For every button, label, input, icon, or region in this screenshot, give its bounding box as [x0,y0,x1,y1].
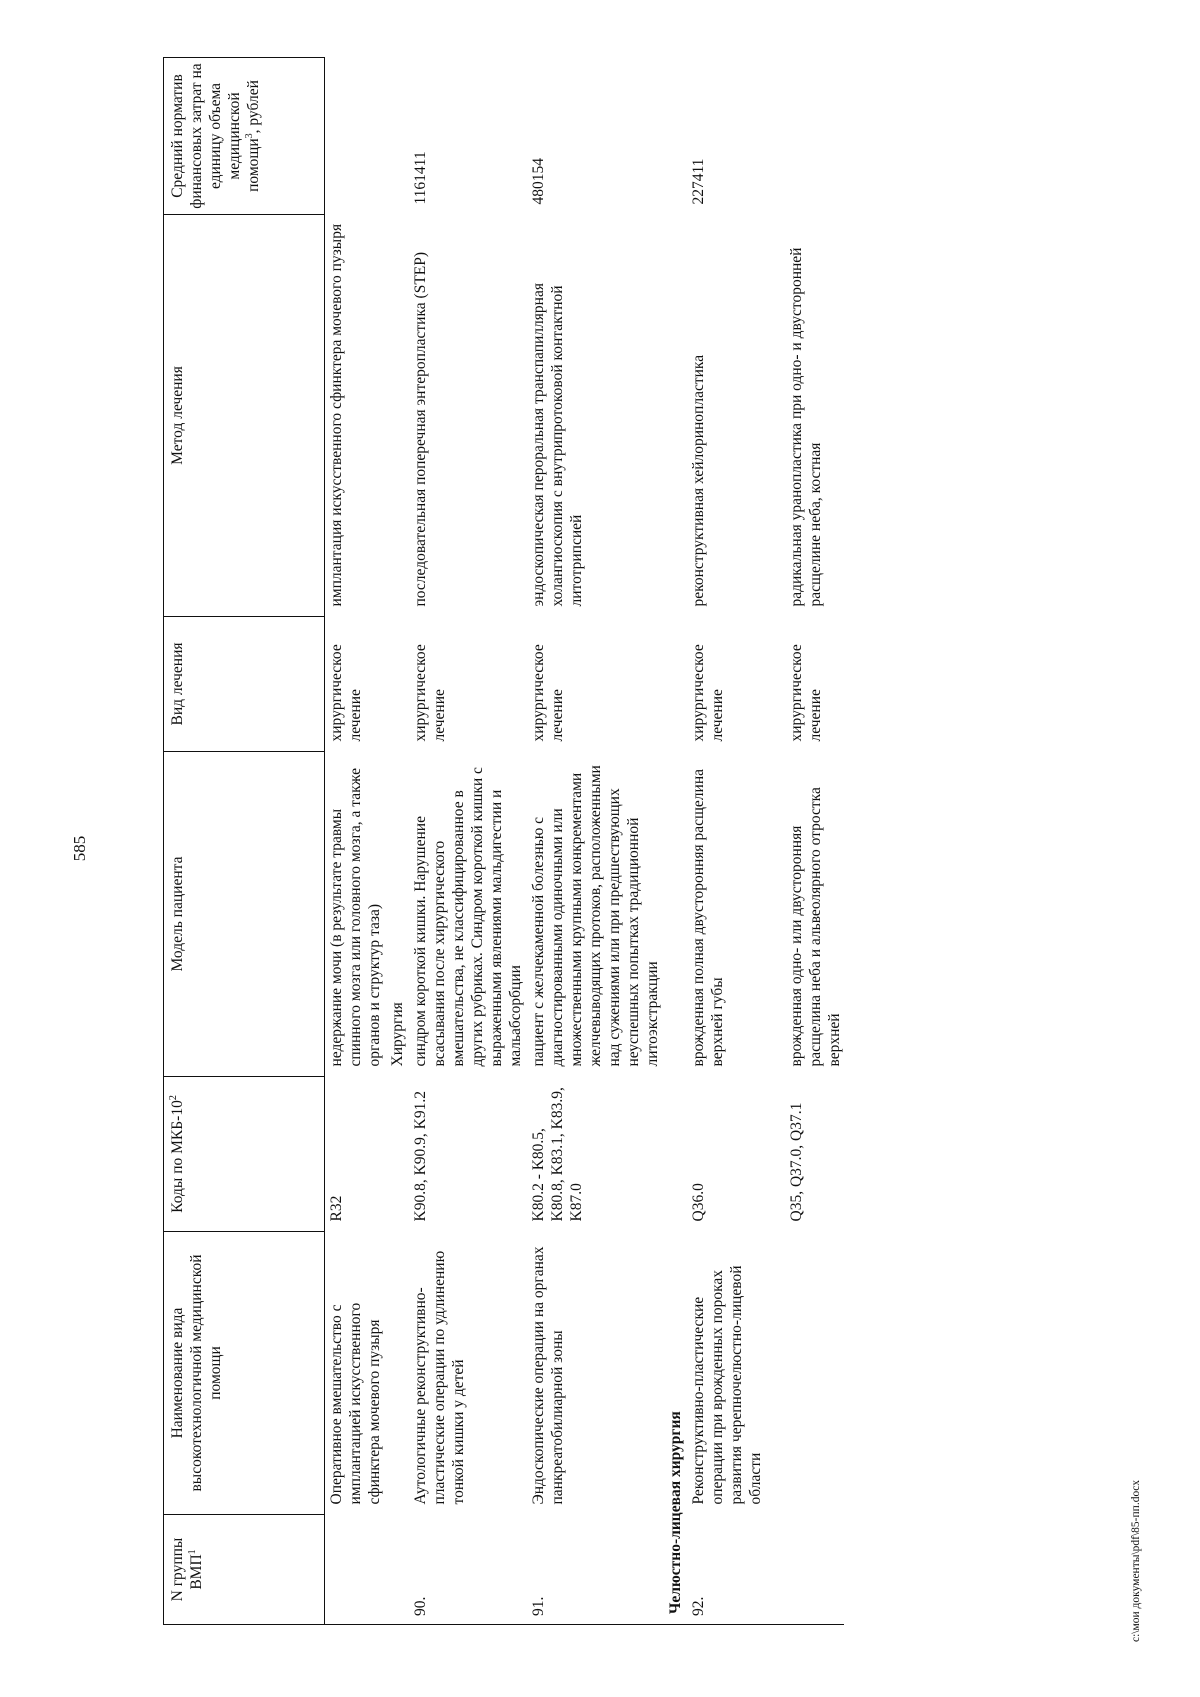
header-treatment-type: Вид лечения [164,617,325,752]
row-codes: Q35, Q37.0, Q37.1 [788,1102,805,1222]
row-num [767,1515,844,1625]
header-name: Наименование вида высокотехнологичной медицинской помощи [164,1232,325,1515]
row-codes: K80.2 - K80.5, K80.8, K83.1, K83.9, K87.0 [530,1087,585,1222]
row-type: хирургическое лечение [788,644,824,742]
row-codes: Q36.0 [690,1183,707,1222]
page-number: 585 [70,835,89,862]
row-name: Реконструктивно-пластические операции при врожденных пороках развития черепночелюстно-лицевой области [690,1265,764,1505]
row-method: последовательная поперечная энтеропластика (STEP) [412,251,429,607]
row-cost [386,58,409,215]
header-treatment-method: Метод лечения [164,215,325,617]
row-method: эндоскопическая пероральная транспапиллярная холангиоскопия с внутрипротоковой контактной литотрипсией [530,283,585,607]
row-num: 90. [412,1596,429,1616]
row-num: 92. [690,1596,707,1616]
row-cost [767,58,844,215]
row-name [767,1232,844,1515]
table-row [325,58,387,1625]
row-name: Аутологичные реконструктивно-пластические операции по удлинению тонкой кишки у детей [412,1250,467,1505]
row-cost [325,58,387,215]
footer-file-path: c:\мои документы\pdf\85-пп.docx [1130,1479,1142,1642]
row-num [386,1515,409,1625]
row-method [386,215,409,617]
row-codes [386,1077,409,1232]
vmp-table [163,57,844,1625]
header-icd-codes: Коды по МКБ-$10^2$ [164,1077,325,1232]
row-type: хирургическое лечение [530,644,566,742]
row-name [386,1232,409,1515]
row-model-subsection: Хирургия [389,1002,406,1067]
row-method: имплантация искусственного сфинктера мочевого пузыря [328,223,345,607]
row-num: 91. [530,1596,547,1616]
section-title: Челюстно-лицевая хирургия [667,1411,684,1614]
row-codes: K90.8, K90.9, K91.2 [412,1091,429,1222]
row-model: недержание мочи (в результате травмы спинного мозга или головного мозга, а также органов и структур таза) [328,767,383,1067]
table-row [527,58,664,1625]
section-title-row [664,58,687,1625]
table-row [386,58,409,1625]
row-model: пациент с желчекаменной болезнью с диагностированными одиночными или множественными крупными конкрементами желчевыводящих протоков, расположенными над сужениями или при предшествующих неуспешных попытках традиционной литоэкстракции [530,765,661,1067]
row-cost: 227411 [690,158,707,205]
row-type [386,617,409,752]
row-type: хирургическое лечение [412,644,448,742]
header-cost-norm: Средний норматив финансовых затрат на единицу объема медицинской помощи$^3$, рублей [164,58,325,215]
row-name: Эндоскопические операции на органах панкреатобилиарной зоны [530,1246,566,1505]
row-cost: 480154 [530,158,547,205]
row-method: реконструктивная хейлоринопластика [690,354,707,607]
table-row [687,58,767,1625]
row-model: врожденная полная двусторонняя расщелина верхней губы [690,768,726,1067]
row-type: хирургическое лечение [690,644,726,742]
row-num [325,1515,387,1625]
table-row [767,58,844,1625]
table-row [409,58,527,1625]
header-patient-model: Модель пациента [164,752,325,1077]
row-model: синдром короткой кишки. Нарушение всасывания после хирургического вмешательства, не классифицированное в других рубриках. Синдром короткой кишки с выраженными явлениями мальдигестии и мальабсорбции [412,767,524,1067]
row-method: радикальная уранопластика при одно- и двусторонней расщелине неба, костная [788,247,824,607]
row-type: хирургическое лечение [328,644,364,742]
row-cost: 1161411 [412,151,429,205]
row-name: Оперативное вмешательство с имплантацией искусственного сфинктера мочевого пузыря [328,1302,383,1505]
row-codes: R32 [328,1195,345,1222]
row-model: врожденная одно- или двусторонняя расщелина неба и альвеолярного отростка верхней [788,787,843,1067]
table-header-row [164,58,325,1625]
header-group-number: N группы ВМП$^1$ [164,1515,325,1625]
